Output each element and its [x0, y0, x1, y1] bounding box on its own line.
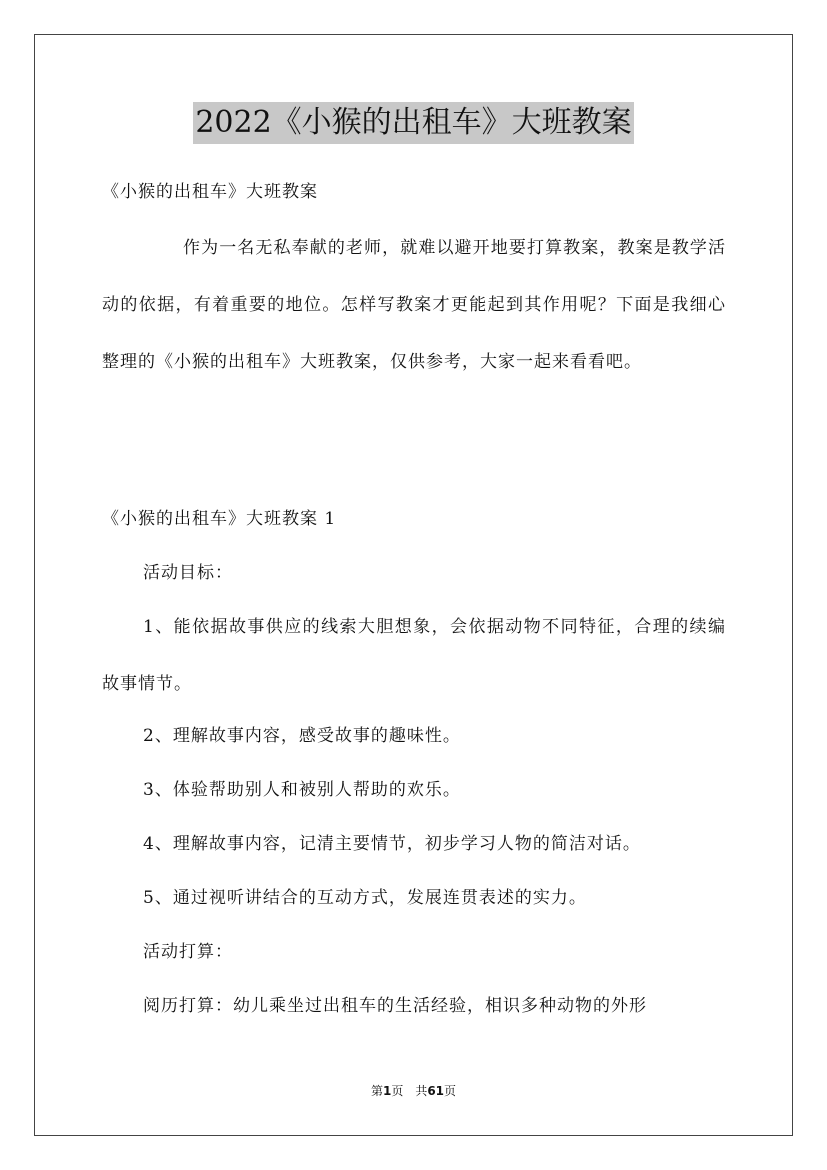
- page-current: 1: [382, 1084, 392, 1098]
- page-prefix: 第: [370, 1084, 383, 1098]
- goal-item-5: 5、通过视听讲结合的互动方式，发展连贯表述的实力。: [143, 888, 587, 908]
- page-number-footer: [0, 1082, 827, 1099]
- goal-item-2: 2、理解故事内容，感受故事的趣味性。: [143, 726, 461, 746]
- goal-item-1: 1、能依据故事供应的线索大胆想象，会依据动物不同特征，合理的续编故事情节。: [102, 617, 726, 694]
- section-heading: 《小猴的出租车》大班教案 1: [102, 509, 337, 529]
- page-mid: 页 共: [391, 1084, 428, 1098]
- intro-paragraph: 作为一名无私奉献的老师，就难以避开地要打算教案，教案是教学活动的依据，有着重要的地位。怎样写教案才更能起到其作用呢？下面是我细心整理的《小猴的出租车》大班教案，仅供参考，大家一起来看看吧。: [102, 238, 726, 372]
- goal-item-3: 3、体验帮助别人和被别人帮助的欢乐。: [143, 780, 461, 800]
- goal-item-4: 4、理解故事内容，记清主要情节，初步学习人物的简洁对话。: [143, 834, 641, 854]
- page-total: 61: [427, 1084, 445, 1098]
- title-container: [0, 102, 827, 144]
- document-subtitle: 《小猴的出租车》大班教案: [102, 182, 318, 202]
- page-suffix: 页: [444, 1084, 457, 1098]
- goals-heading: 活动目标：: [143, 563, 233, 583]
- document-title: 2022《小猴的出租车》大班教案: [193, 102, 633, 144]
- prep-heading: 活动打算：: [143, 942, 233, 962]
- prep-experience: 阅历打算：幼儿乘坐过出租车的生活经验，相识多种动物的外形: [143, 996, 647, 1016]
